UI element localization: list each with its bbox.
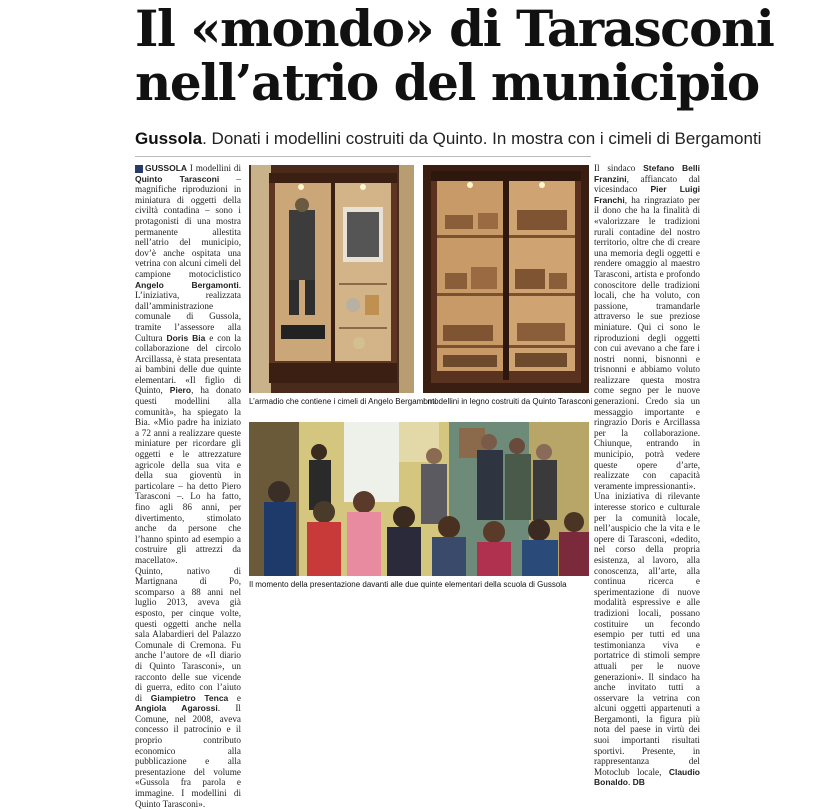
person-name: Claudio Bonaldo (594, 766, 700, 788)
caption-photo-1: L’armadio che contiene i cimeli di Angelo Bergamonti (249, 397, 437, 406)
text-run: . Il Comune, nel 2008, aveva concesso il patrocinio e il proprio contributo economico alla pubblicazione e alla presentazione del volume «Gussola fra parola e immagine. I modellini di Quinto Tarasconi». (135, 703, 241, 809)
caption-photo-3: Il momento della presentazione davanti alle due quinte elementari della scuola di Gussola (249, 580, 567, 589)
person-name: Pier Luigi Franchi (594, 184, 700, 205)
text-run: Il sindaco (594, 163, 644, 173)
text-run: , affiancato dal vicesindaco (594, 173, 700, 195)
photo-wooden-models (423, 165, 589, 393)
article-column-1 (135, 163, 242, 809)
text-run: e con la collaborazione del circolo Arcillassa, è stata presentata ai bambini delle due quinte elementari. «Il figlio di Quinto, (135, 332, 241, 396)
models-cabinet-illustration (423, 165, 589, 393)
photo-cabinet-memorabilia (249, 165, 414, 393)
text-run: . L’iniziativa, realizzata dall’amministrazione comunale di Gussola, tramite l’assessore alla Cultura (135, 279, 241, 343)
article-column-3 (594, 163, 700, 788)
person-name: Giampietro Tenca (150, 692, 229, 703)
cabinet-illustration (249, 165, 414, 393)
subhead-place: Gussola (135, 129, 203, 148)
headline-line-2: nell’atrio del municipio (135, 53, 759, 112)
person-name: Quinto Tarasconi (135, 173, 220, 184)
separator-rule (135, 156, 591, 157)
photo-presentation (249, 422, 589, 576)
person-name: Doris Bia (166, 332, 206, 343)
text-run: , ha ringraziato per il dono che ha la finalità di «valorizzare le tradizioni rurali contadine del nostro territorio, oltre che di creare una memoria degli oggetti e rendere omaggio al maestro Tarasconi, artista e profondo conoscitore delle tradizioni locali, che ha voluto, con passione, tramandarle attraverso le sue preziose miniature. Qui ci sono le riproduzioni degli oggetti con cui avevano a che fare i nostri nonni, bisnonni e trisnonni e abbiamo voluto realizzare questa mostra come segno per le nuove generazioni. Credo sia un messaggio importante e ringrazio Doris e Arcillassa per la collaborazione. Chiunque, entrando in municipio, potrà vedere queste opere d’arte, realizzate con capacità veramente impressionanti». (594, 194, 700, 491)
person-name: Piero (169, 385, 192, 396)
subheadline (135, 129, 825, 149)
person-name: Stefano Belli Franzini (594, 163, 700, 184)
author-signature: DB (632, 777, 645, 788)
presentation-illustration (249, 422, 589, 576)
caption-photo-2: I modellini in legno costruiti da Quinto Tarasconi (423, 397, 593, 406)
text-run: – magnifiche riproduzioni in miniatura di oggetti della civiltà contadina – sono i protagonisti di una mostra permanente allestita nell’atrio del municipio, dov’è anche ospitata una vetrina con alcuni cimeli del campione motociclistico (135, 173, 241, 279)
headline-line-1: Il «mondo» di Tarasconi (135, 0, 774, 58)
text-run: . (628, 777, 633, 788)
person-name: Angiola Agarossi (135, 703, 218, 714)
text-run: e (228, 692, 242, 703)
kicker-square-icon (135, 165, 143, 173)
text-run: Una iniziativa di rilevante interesse storico e culturale per la comunità locale, nell’auspicio che la vita e le opere di Tarasconi, «dedito, nel corso della propria esistenza, al lavoro, alla conoscenza, all’arte, alla continua ricerca e sperimentazione di nuove modalità espressive e alle tradizioni locali, possano costituire un fecondo esempio per tutti ed una testimonianza viva e portatrice di stimoli sempre attuali per le nuove generazioni». Il sindaco ha anche invitato tutti a osservare la vetrina con alcuni oggetti appartenuti a Bergamonti, la figura più nota del paese in virtù dei suoi importanti risultati sportivi. Presente, in rappresentanza del Motoclub locale, (594, 491, 700, 777)
subhead-text: . Donati i modellini costruiti da Quinto. In mostra con i cimeli di Bergamonti (202, 129, 762, 148)
text-run: Quinto, nativo di Martignana di Po, scomparso a 88 anni nel luglio 2013, aveva già esposto, per cinque volte, questi oggetti anche nella sala Alabardieri del Palazzo Comunale di Cremona. Fu anche l’autore de «Il diario di Quinto Tarasconi», un racconto delle sue vicende di guerra, edito con l’aiuto di (135, 565, 241, 703)
headline (135, 2, 825, 110)
text-run: I modellini di (187, 163, 241, 173)
text-run: , ha donato questi modellini alla comunità», ha spiegato la Bia. «Mio padre ha iniziato a 72 anni a realizzare queste miniature per ricordare gli oggetti e le attrezzature agricole della sua vita e della sua gioventù in particolare – ha detto Piero Tarasconi –. Lo ha fatto, fino agli 86 anni, per divertimento, stimolato anche da persone che l’hanno spinto ad esempio a costruire gli attrezzi da macellato». (135, 385, 241, 565)
person-name: Angelo Bergamonti (135, 279, 239, 290)
kicker-place: GUSSOLA (145, 163, 188, 173)
